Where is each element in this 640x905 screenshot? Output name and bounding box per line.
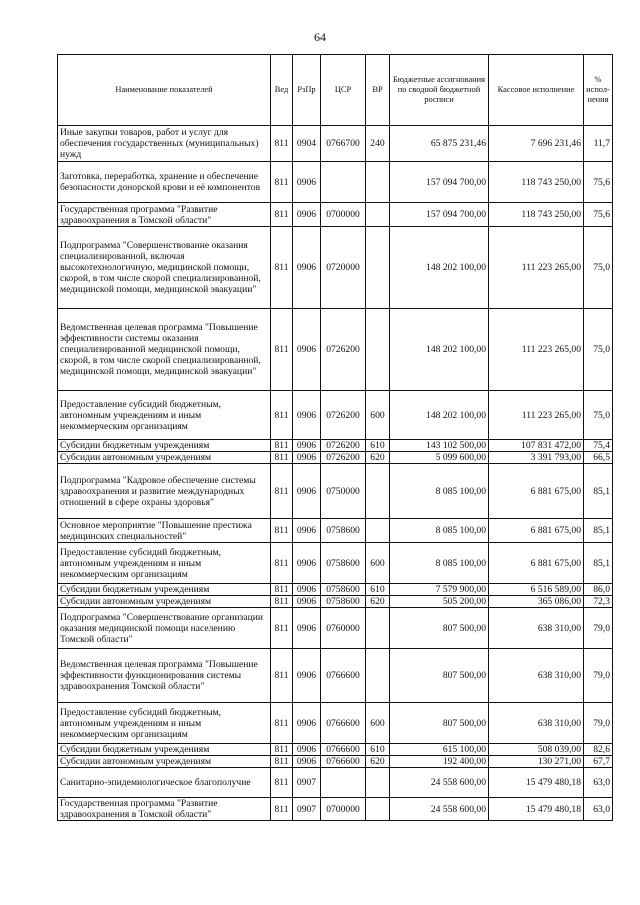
cell-pct: 63,0 [584,798,613,821]
cell-pct: 79,0 [584,703,613,744]
cell-budget: 8 085 100,00 [390,519,489,543]
cell-cash: 638 310,00 [489,703,584,744]
cell-budget: 24 558 600,00 [390,798,489,821]
cell-csr: 0760000 [321,608,366,649]
cell-name: Иные закупки товаров, работ и услуг для обеспечения государственных (муниципальных) нужд [58,126,271,162]
cell-rzpr: 0906 [293,452,321,464]
cell-pct: 86,0 [584,584,613,596]
cell-ved: 811 [271,608,293,649]
cell-ved: 811 [271,703,293,744]
cell-pct: 75,0 [584,227,613,309]
budget-table [57,54,613,821]
cell-cash: 6 881 675,00 [489,543,584,584]
cell-ved: 811 [271,543,293,584]
table-row [58,608,613,649]
cell-name: Субсидии бюджетным учреждениям [58,744,271,756]
cell-budget: 615 100,00 [390,744,489,756]
cell-pct: 85,1 [584,543,613,584]
cell-budget: 807 500,00 [390,649,489,703]
cell-ved: 811 [271,309,293,391]
cell-name: Предоставление субсидий бюджетным, автономным учреждениям и иным некоммерческим организациям [58,543,271,584]
cell-budget: 505 200,00 [390,596,489,608]
cell-cash: 15 479 480,18 [489,798,584,821]
cell-ved: 811 [271,519,293,543]
cell-csr: 0726200 [321,391,366,440]
cell-budget: 148 202 100,00 [390,227,489,309]
cell-vr [366,768,390,798]
cell-cash: 6 881 675,00 [489,519,584,543]
cell-budget: 807 500,00 [390,703,489,744]
table-row [58,756,613,768]
cell-rzpr: 0906 [293,703,321,744]
cell-pct: 63,0 [584,768,613,798]
cell-vr [366,203,390,227]
cell-name: Субсидии автономным учреждениям [58,596,271,608]
cell-vr [366,519,390,543]
cell-vr [366,162,390,203]
cell-pct: 72,3 [584,596,613,608]
cell-budget: 5 099 600,00 [390,452,489,464]
header-ved: Вед [271,55,293,126]
table-row [58,584,613,596]
cell-cash: 6 881 675,00 [489,464,584,519]
cell-rzpr: 0907 [293,798,321,821]
cell-rzpr: 0907 [293,768,321,798]
cell-budget: 65 875 231,46 [390,126,489,162]
table-row [58,649,613,703]
cell-ved: 811 [271,440,293,452]
cell-ved: 811 [271,756,293,768]
cell-pct: 75,0 [584,391,613,440]
cell-csr: 0720000 [321,227,366,309]
header-csr: ЦСР [321,55,366,126]
header-row [58,55,613,126]
cell-csr: 0726200 [321,452,366,464]
cell-vr: 620 [366,596,390,608]
cell-pct: 75,6 [584,162,613,203]
cell-cash: 15 479 480,18 [489,768,584,798]
header-pct: % испол-нения [584,55,613,126]
cell-vr [366,608,390,649]
cell-csr: 0700000 [321,798,366,821]
cell-name: Предоставление субсидий бюджетным, автономным учреждениям и иным некоммерческим организациям [58,703,271,744]
cell-pct: 85,1 [584,519,613,543]
cell-vr: 600 [366,703,390,744]
cell-ved: 811 [271,464,293,519]
cell-cash: 638 310,00 [489,649,584,703]
cell-pct: 79,0 [584,649,613,703]
cell-cash: 107 831 472,00 [489,440,584,452]
header-name: Наименование показателей [58,55,271,126]
cell-vr: 240 [366,126,390,162]
cell-rzpr: 0906 [293,391,321,440]
table-row [58,768,613,798]
cell-ved: 811 [271,162,293,203]
cell-vr: 600 [366,391,390,440]
table-row [58,162,613,203]
cell-csr: 0700000 [321,203,366,227]
cell-vr: 610 [366,440,390,452]
cell-pct: 11,7 [584,126,613,162]
cell-name: Санитарно-эпидемиологическое благополучие [58,768,271,798]
cell-name: Субсидии бюджетным учреждениям [58,440,271,452]
table-row [58,440,613,452]
cell-vr [366,309,390,391]
cell-ved: 811 [271,391,293,440]
table-row [58,391,613,440]
cell-rzpr: 0906 [293,162,321,203]
cell-budget: 148 202 100,00 [390,309,489,391]
table-row [58,543,613,584]
cell-csr: 0766600 [321,649,366,703]
cell-rzpr: 0906 [293,608,321,649]
cell-rzpr: 0906 [293,309,321,391]
cell-ved: 811 [271,584,293,596]
cell-name: Субсидии бюджетным учреждениям [58,584,271,596]
cell-budget: 148 202 100,00 [390,391,489,440]
cell-name: Подпрограмма "Совершенствование оказания специализированной, включая высокотехнологичную, медицинской помощи, скорой, в том числе скорой специализированной, медицинской помощи, медицинской эвакуации" [58,227,271,309]
cell-cash: 638 310,00 [489,608,584,649]
table-row [58,798,613,821]
cell-cash: 3 391 793,00 [489,452,584,464]
cell-budget: 157 094 700,00 [390,162,489,203]
cell-csr: 0758600 [321,596,366,608]
cell-csr: 0766600 [321,703,366,744]
cell-rzpr: 0906 [293,584,321,596]
cell-ved: 811 [271,649,293,703]
cell-ved: 811 [271,596,293,608]
cell-ved: 811 [271,768,293,798]
cell-csr [321,768,366,798]
cell-csr: 0758600 [321,543,366,584]
cell-name: Субсидии автономным учреждениям [58,756,271,768]
cell-rzpr: 0906 [293,227,321,309]
cell-vr [366,227,390,309]
cell-budget: 157 094 700,00 [390,203,489,227]
cell-name: Субсидии автономным учреждениям [58,452,271,464]
cell-csr: 0758600 [321,584,366,596]
cell-cash: 508 039,00 [489,744,584,756]
table-row [58,126,613,162]
cell-rzpr: 0906 [293,519,321,543]
cell-name: Государственная программа "Развитие здравоохранения в Томской области" [58,203,271,227]
cell-cash: 111 223 265,00 [489,227,584,309]
cell-ved: 811 [271,798,293,821]
cell-csr: 0726200 [321,309,366,391]
header-cash: Кассовое исполнение [489,55,584,126]
cell-pct: 75,4 [584,440,613,452]
table-header [58,55,613,126]
cell-pct: 82,6 [584,744,613,756]
table-row [58,703,613,744]
header-budget: Бюджетные ассигнования по сводной бюджетной росписи [390,55,489,126]
cell-pct: 66,5 [584,452,613,464]
table-row [58,744,613,756]
cell-rzpr: 0904 [293,126,321,162]
cell-name: Заготовка, переработка, хранение и обеспечение безопасности донорской крови и её компонентов [58,162,271,203]
cell-rzpr: 0906 [293,440,321,452]
cell-vr [366,798,390,821]
cell-ved: 811 [271,744,293,756]
cell-name: Ведомственная целевая программа "Повышение эффективности системы оказания специализированной медицинской помощи, скорой, в том числе скорой специализированной, медицинской помощи, медицинской эвакуации" [58,309,271,391]
cell-csr: 0766600 [321,744,366,756]
table-row [58,203,613,227]
cell-rzpr: 0906 [293,203,321,227]
cell-cash: 130 271,00 [489,756,584,768]
cell-vr: 610 [366,744,390,756]
cell-cash: 365 086,00 [489,596,584,608]
cell-csr: 0766600 [321,756,366,768]
cell-vr: 620 [366,452,390,464]
cell-budget: 8 085 100,00 [390,464,489,519]
cell-rzpr: 0906 [293,744,321,756]
table-row [58,227,613,309]
cell-pct: 67,7 [584,756,613,768]
cell-csr [321,162,366,203]
cell-name: Подпрограмма "Кадровое обеспечение системы здравоохранения и развитие международных отношений в сфере охраны здоровья" [58,464,271,519]
cell-rzpr: 0906 [293,543,321,584]
table-row [58,309,613,391]
cell-vr: 620 [366,756,390,768]
cell-name: Ведомственная целевая программа "Повышение эффективности функционирования системы здравоохранения Томской области" [58,649,271,703]
cell-ved: 811 [271,203,293,227]
cell-cash: 118 743 250,00 [489,203,584,227]
cell-pct: 75,0 [584,309,613,391]
cell-pct: 85,1 [584,464,613,519]
cell-budget: 143 102 500,00 [390,440,489,452]
cell-name: Основное мероприятие "Повышение престижа медицинских специальностей" [58,519,271,543]
cell-csr: 0758600 [321,519,366,543]
cell-cash: 6 516 589,00 [489,584,584,596]
cell-budget: 8 085 100,00 [390,543,489,584]
table-row [58,452,613,464]
cell-ved: 811 [271,227,293,309]
cell-vr [366,464,390,519]
cell-vr: 610 [366,584,390,596]
cell-pct: 79,0 [584,608,613,649]
cell-rzpr: 0906 [293,464,321,519]
cell-budget: 192 400,00 [390,756,489,768]
cell-budget: 807 500,00 [390,608,489,649]
cell-rzpr: 0906 [293,649,321,703]
cell-budget: 24 558 600,00 [390,768,489,798]
cell-name: Государственная программа "Развитие здравоохранения в Томской области" [58,798,271,821]
cell-name: Подпрограмма "Совершенствование организации оказания медицинской помощи населению Томской области" [58,608,271,649]
cell-ved: 811 [271,126,293,162]
cell-csr: 0750000 [321,464,366,519]
cell-csr: 0766700 [321,126,366,162]
cell-name: Предоставление субсидий бюджетным, автономным учреждениям и иным некоммерческим организациям [58,391,271,440]
table-row [58,519,613,543]
table-row [58,596,613,608]
cell-budget: 7 579 900,00 [390,584,489,596]
header-rzpr: РзПр [293,55,321,126]
header-vr: ВР [366,55,390,126]
cell-ved: 811 [271,452,293,464]
table-body [58,126,613,821]
page-number: 64 [314,30,326,44]
cell-rzpr: 0906 [293,756,321,768]
cell-vr [366,649,390,703]
cell-cash: 118 743 250,00 [489,162,584,203]
cell-csr: 0726200 [321,440,366,452]
table-row [58,464,613,519]
cell-cash: 111 223 265,00 [489,391,584,440]
cell-vr: 600 [366,543,390,584]
cell-cash: 7 696 231,46 [489,126,584,162]
cell-pct: 75,6 [584,203,613,227]
cell-rzpr: 0906 [293,596,321,608]
cell-cash: 111 223 265,00 [489,309,584,391]
